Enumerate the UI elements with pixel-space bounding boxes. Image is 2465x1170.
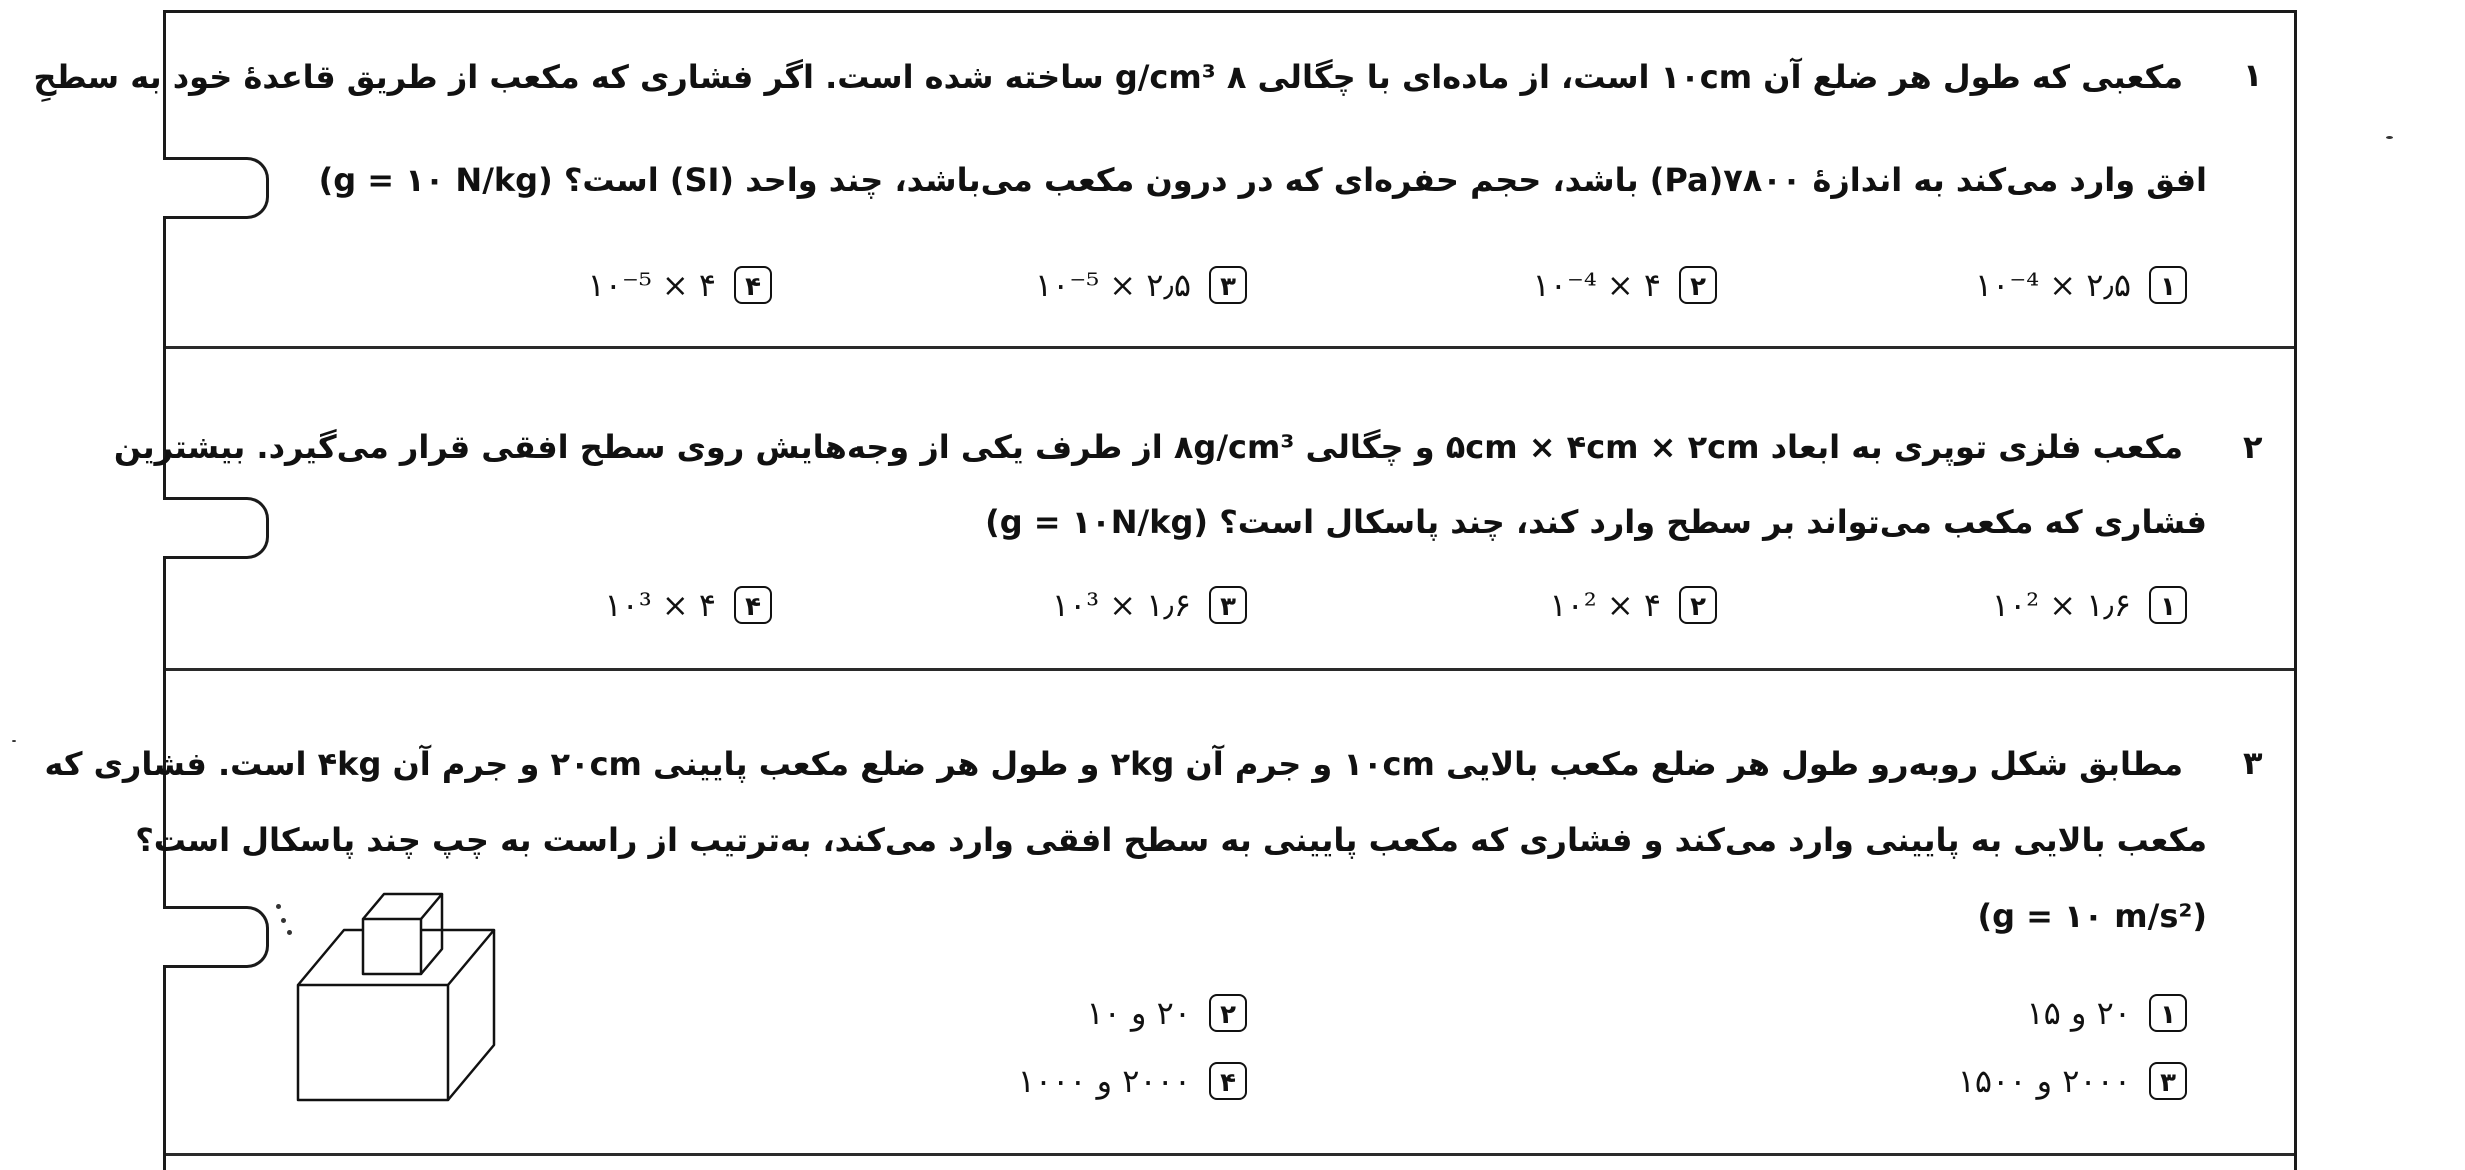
option-value: ۴ × ۱۰² bbox=[1549, 586, 1661, 624]
answer-tab-2[interactable] bbox=[163, 497, 269, 559]
option-2[interactable] bbox=[1533, 266, 1717, 304]
option-number-box: ۳ bbox=[1209, 266, 1247, 304]
option-number-box: ۳ bbox=[1209, 586, 1247, 624]
option-2[interactable] bbox=[1086, 994, 1247, 1032]
question-text-line: فشاری که مکعب می‌تواند بر سطح وارد کند، چند پاسکال است؟ (g = ۱۰N/kg) bbox=[985, 503, 2207, 541]
stray-mark bbox=[12, 740, 16, 742]
stray-mark bbox=[281, 918, 286, 923]
question-text-line: افق وارد می‌کند به اندازهٔ ۷۸۰۰(Pa) باشد، حجم حفره‌ای که در درون مکعب می‌باشد، چند واحد (SI) است؟ (g = ۱۰ N/kg) bbox=[318, 161, 2207, 199]
option-number-box: ۴ bbox=[734, 586, 772, 624]
option-value: ۱٫۶ × ۱۰² bbox=[1991, 586, 2131, 624]
option-1[interactable] bbox=[1975, 266, 2187, 304]
question-divider bbox=[166, 668, 2294, 671]
question-number: ۳ bbox=[2243, 744, 2263, 782]
option-value: ۴ × ۱۰³ bbox=[604, 586, 716, 624]
option-number-box: ۲ bbox=[1679, 586, 1717, 624]
question-divider bbox=[166, 1153, 2294, 1156]
option-value: ۲۰۰۰ و ۱۵۰۰ bbox=[1957, 1062, 2131, 1100]
option-4[interactable] bbox=[604, 586, 772, 624]
question-text-line: مکعب بالایی به پایینی وارد می‌کند و فشاری که مکعب پایینی به سطح افقی وارد می‌کند، به‌ترتیب از راست به چپ چند پاسکال است؟ bbox=[135, 821, 2207, 859]
option-value: ۲٫۵ × ۱۰⁻⁵ bbox=[1034, 266, 1191, 304]
option-number-box: ۴ bbox=[734, 266, 772, 304]
question-text-line: مطابق شکل روبه‌رو طول هر ضلع مکعب بالایی ۱۰cm و جرم آن ۲kg و طول هر ضلع مکعب پایینی ۲۰cm و جرم آن ۴kg است. فشاری که bbox=[44, 745, 2183, 783]
option-value: ۲٫۵ × ۱۰⁻⁴ bbox=[1974, 266, 2131, 304]
stray-mark bbox=[2386, 136, 2393, 139]
option-number-box: ۱ bbox=[2149, 266, 2187, 304]
option-value: ۲۰۰۰ و ۱۰۰۰ bbox=[1017, 1062, 1191, 1100]
option-number-box: ۴ bbox=[1209, 1062, 1247, 1100]
stacked-cubes-figure bbox=[284, 880, 514, 1110]
option-value: ۱٫۶ × ۱۰³ bbox=[1051, 586, 1191, 624]
option-number-box: ۲ bbox=[1209, 994, 1247, 1032]
option-4[interactable] bbox=[1018, 1062, 1247, 1100]
option-value: ۲۰ و ۱۵ bbox=[2026, 994, 2131, 1032]
option-number-box: ۲ bbox=[1679, 266, 1717, 304]
question-divider bbox=[166, 346, 2294, 349]
option-value: ۴ × ۱۰⁻⁵ bbox=[587, 266, 716, 304]
option-1[interactable] bbox=[2026, 994, 2187, 1032]
stray-mark bbox=[287, 930, 292, 935]
option-4[interactable] bbox=[588, 266, 772, 304]
question-text-line: (g = ۱۰ m/s²) bbox=[1977, 897, 2207, 935]
option-3[interactable] bbox=[1958, 1062, 2187, 1100]
question-text-line: مکعب فلزی توپری به ابعاد ۵cm × ۴cm × ۲cm و چگالی ۸g/cm³ از طرف یکی از وجه‌هایش روی سطح افقی قرار می‌گیرد. بیشترین bbox=[113, 428, 2183, 466]
stray-mark bbox=[276, 904, 281, 909]
option-2[interactable] bbox=[1549, 586, 1717, 624]
answer-tab-3[interactable] bbox=[163, 906, 269, 968]
option-number-box: ۳ bbox=[2149, 1062, 2187, 1100]
option-3[interactable] bbox=[1052, 586, 1247, 624]
option-1[interactable] bbox=[1992, 586, 2187, 624]
question-number: ۱ bbox=[2243, 56, 2263, 94]
question-number: ۲ bbox=[2243, 428, 2263, 466]
option-value: ۲۰ و ۱۰ bbox=[1086, 994, 1191, 1032]
question-text-line: مکعبی که طول هر ضلع آن ۱۰cm است، از ماده‌ای با چگالی ۸ g/cm³ ساخته شده است. اگر فشاری که مکعب از طریق قاعدهٔ خود به سطحِ bbox=[33, 58, 2183, 96]
option-number-box: ۱ bbox=[2149, 586, 2187, 624]
option-3[interactable] bbox=[1035, 266, 1247, 304]
option-value: ۴ × ۱۰⁻⁴ bbox=[1532, 266, 1661, 304]
option-number-box: ۱ bbox=[2149, 994, 2187, 1032]
answer-tab-1[interactable] bbox=[163, 157, 269, 219]
